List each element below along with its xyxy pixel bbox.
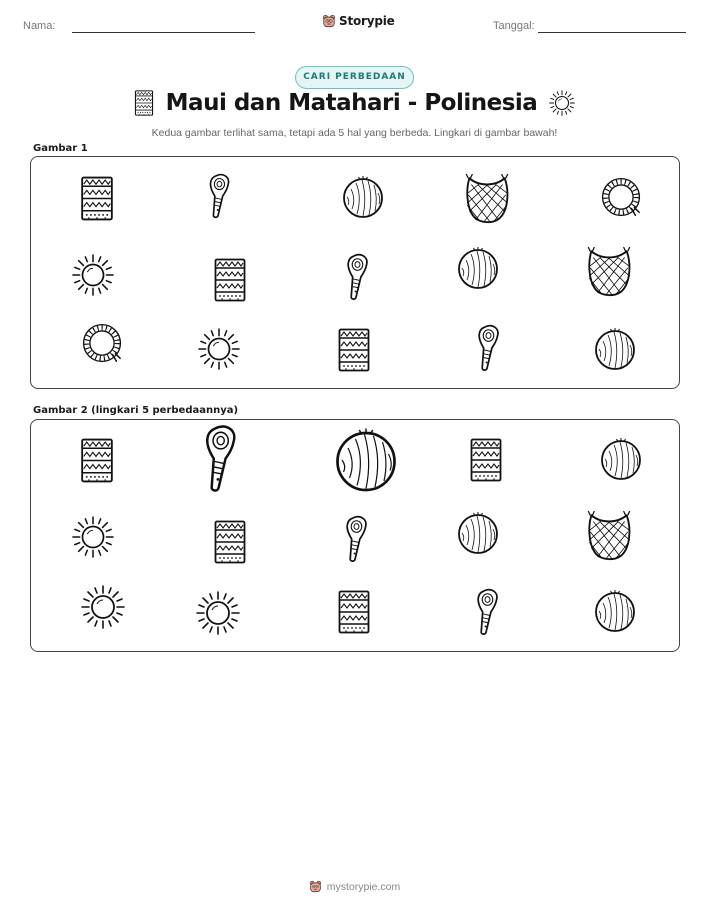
tiki-club-icon xyxy=(203,173,235,221)
footer xyxy=(0,879,709,894)
rope-ring-icon xyxy=(600,177,642,219)
name-label: Nama: xyxy=(23,20,56,32)
tiki-club-icon xyxy=(473,324,503,374)
tiki-club-icon[interactable] xyxy=(196,424,244,496)
tapa-cloth-icon xyxy=(134,90,154,116)
panel-2-label: Gambar 2 (lingkari 5 perbedaannya) xyxy=(33,405,239,416)
tiki-club-icon[interactable] xyxy=(472,588,502,638)
activity-badge: CARI PERBEDAAN xyxy=(295,66,414,89)
sun-icon xyxy=(549,90,575,116)
tapa-cloth-icon xyxy=(80,176,114,221)
tapa-cloth-icon[interactable] xyxy=(80,438,114,483)
fishing-net-icon xyxy=(462,172,512,224)
title-row xyxy=(0,90,709,116)
coconut-icon[interactable] xyxy=(593,589,637,633)
footer-url[interactable]: mystorypie.com xyxy=(326,880,401,893)
coconut-icon xyxy=(341,175,385,219)
sun-icon[interactable] xyxy=(80,585,126,629)
tapa-cloth-icon xyxy=(337,328,371,372)
coconut-icon[interactable] xyxy=(456,509,500,557)
date-line[interactable] xyxy=(538,32,686,33)
tiki-club-icon[interactable] xyxy=(340,515,372,565)
rope-ring-icon xyxy=(80,323,124,365)
tapa-cloth-icon[interactable] xyxy=(213,520,247,564)
coconut-icon[interactable] xyxy=(333,427,399,493)
sun-icon xyxy=(198,328,240,370)
coconut-icon xyxy=(593,327,637,371)
fishing-net-icon[interactable] xyxy=(584,509,634,561)
sun-icon[interactable] xyxy=(72,516,114,558)
date-label: Tanggal: xyxy=(493,20,535,32)
panel-1-label: Gambar 1 xyxy=(33,143,88,154)
fishing-net-icon xyxy=(584,245,634,297)
mascot-icon xyxy=(309,879,322,894)
page-title: Maui dan Matahari - Polinesia xyxy=(165,90,538,116)
name-line[interactable] xyxy=(72,32,255,33)
brand-logo xyxy=(322,13,395,29)
tiki-club-icon xyxy=(341,253,373,303)
instruction-text: Kedua gambar terlihat sama, tetapi ada 5 hal yang berbeda. Lingkari di gambar bawah! xyxy=(151,127,558,139)
tapa-cloth-icon xyxy=(213,258,247,302)
sun-icon[interactable] xyxy=(196,591,240,635)
brand-name: Storypie xyxy=(339,14,395,28)
coconut-icon xyxy=(456,244,500,292)
tapa-cloth-icon[interactable] xyxy=(337,590,371,634)
sun-icon xyxy=(72,254,114,296)
mascot-icon xyxy=(322,13,336,29)
coconut-icon[interactable] xyxy=(599,437,643,481)
tapa-cloth-icon[interactable] xyxy=(469,438,503,482)
